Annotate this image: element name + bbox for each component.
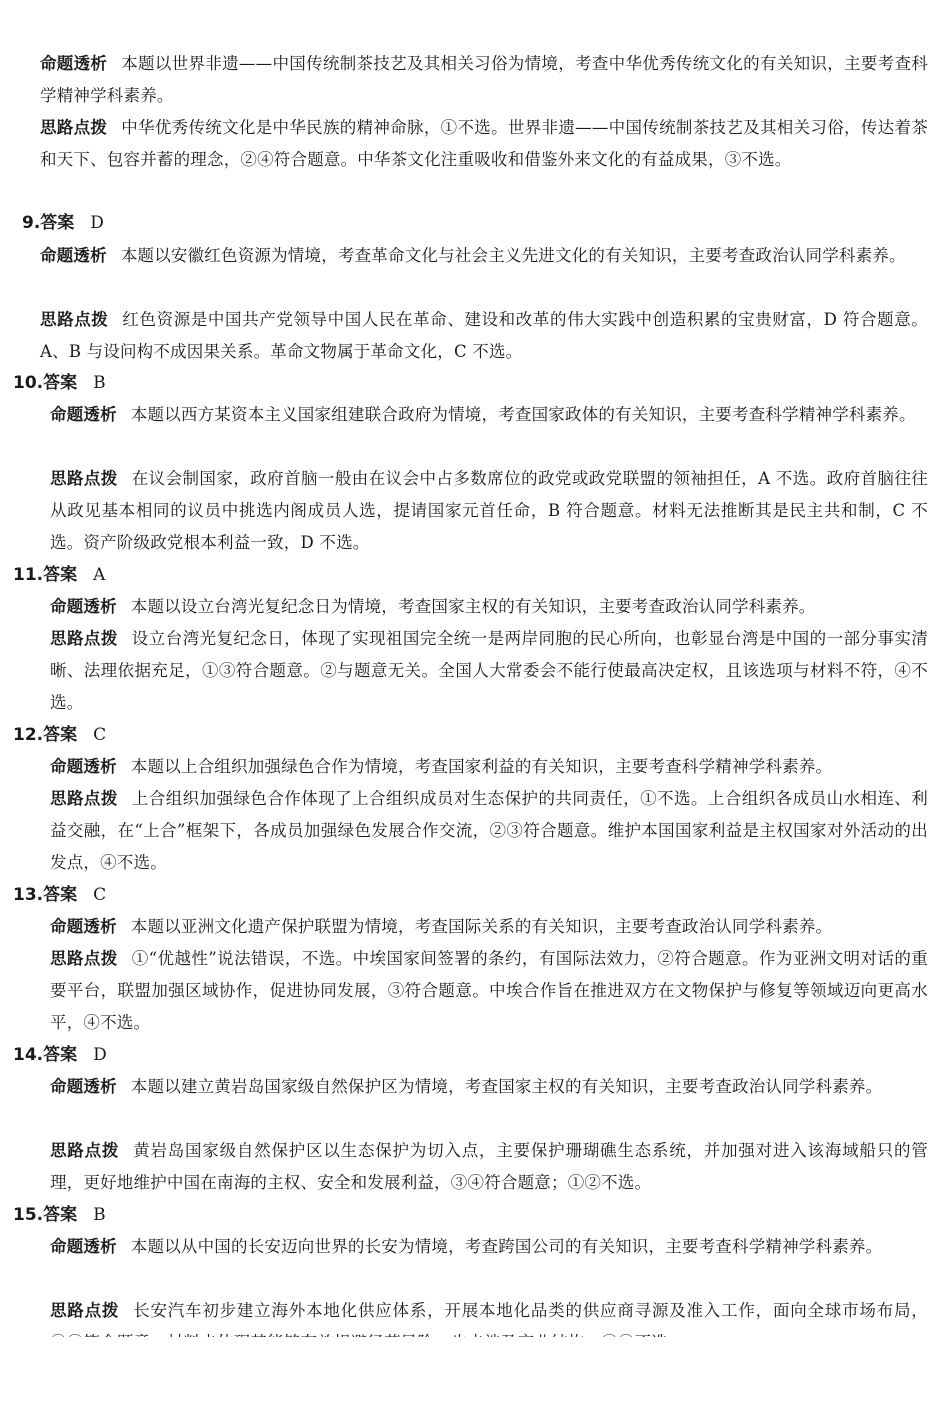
q12-analysis-paragraph [50, 751, 928, 783]
answer-label: 答案 [40, 213, 75, 233]
hint-text: 上合组织加强绿色合作体现了上合组织成员对生态保护的共同责任，①不选。上合组织各成员山水相连、利益交融，在“上合”框架下，各成员加强绿色发展合作交流，②③符合题意。维护本国国家利益是主权国家对外活动的出发点，④不选。 [50, 789, 928, 872]
q12-hint-paragraph [50, 783, 928, 879]
hint-label: 思路点拨 [50, 1141, 120, 1160]
q15-analysis-paragraph [50, 1231, 928, 1263]
hint-label: 思路点拨 [50, 629, 118, 648]
answer-label: 答案 [43, 725, 78, 745]
hint-text: ①“优越性”说法错误，不选。中埃国家间签署的条约，有国际法效力，②符合题意。作为亚洲文明对话的重要平台，联盟加强区域协作，促进协同发展，③符合题意。中埃合作旨在推进双方在文物保护与修复等领域迈向更高水平，④不选。 [50, 949, 928, 1032]
q14-answer-line [13, 1043, 107, 1067]
answer-label: 答案 [43, 885, 78, 905]
analysis-label: 命题透析 [50, 1237, 117, 1256]
analysis-text: 本题以从中国的长安迈向世界的长安为情境，考查跨国公司的有关知识，主要考查科学精神学科素养。 [130, 1237, 883, 1256]
hint-text: 红色资源是中国共产党领导中国人民在革命、建设和改革的伟大实践中创造积累的宝贵财富，D 符合题意。A、B 与设问构不成因果关系。革命文物属于革命文化，C 不选。 [40, 310, 928, 361]
answer-label: 答案 [43, 373, 78, 393]
analysis-label: 命题透析 [40, 246, 107, 265]
q13-answer-line [13, 883, 106, 907]
hint-label: 思路点拨 [50, 789, 118, 808]
analysis-text: 本题以亚洲文化遗产保护联盟为情境，考查国际关系的有关知识，主要考查政治认同学科素养。 [130, 917, 833, 936]
hint-text: 在议会制国家，政府首脑一般由在议会中占多数席位的政党或政党联盟的领袖担任，A 不选。政府首脑往往从政见基本相同的议员中挑选内阁成员人选，提请国家元首任命，B 符合题意。材料无法推断其是民主共和制，C 不选。资产阶级政党根本利益一致，D 不选。 [50, 469, 928, 552]
hint-text: 中华优秀传统文化是中华民族的精神命脉，①不选。世界非遗——中国传统制茶技艺及其相关习俗，传达着茶和天下、包容并蓄的理念，②④符合题意。中华茶文化注重吸收和借鉴外来文化的有益成果，③不选。 [40, 118, 928, 169]
page-crop-top [0, 0, 950, 14]
answer-value: B [93, 1205, 106, 1225]
analysis-label: 命题透析 [50, 917, 117, 936]
analysis-text: 本题以安徽红色资源为情境，考查革命文化与社会主义先进文化的有关知识，主要考查政治认同学科素养。 [120, 246, 906, 265]
analysis-label: 命题透析 [50, 757, 117, 776]
analysis-text: 本题以设立台湾光复纪念日为情境，考查国家主权的有关知识，主要考查政治认同学科素养。 [130, 597, 816, 616]
hint-label: 思路点拨 [40, 118, 108, 137]
q11-analysis-paragraph [50, 591, 928, 623]
q11-hint-paragraph [50, 623, 928, 719]
answer-label: 答案 [43, 565, 78, 585]
answer-value: D [90, 213, 104, 233]
q13-hint-paragraph [50, 943, 928, 1039]
q12-answer-line [13, 723, 106, 747]
q11-answer-line [13, 563, 105, 587]
analysis-text: 本题以西方某资本主义国家组建联合政府为情境，考查国家政体的有关知识，主要考查科学精神学科素养。 [130, 405, 916, 424]
question-number: 14. [13, 1045, 44, 1065]
question-number: 11. [13, 565, 44, 585]
q10-answer-line [13, 371, 106, 395]
hint-label: 思路点拨 [40, 310, 109, 329]
answer-value: C [93, 885, 107, 905]
question-number: 9. [22, 213, 41, 233]
q14-analysis-paragraph [50, 1071, 928, 1103]
answer-label: 答案 [43, 1205, 78, 1225]
answer-value: B [93, 373, 106, 393]
analysis-label: 命题透析 [50, 597, 117, 616]
q15-answer-line [13, 1203, 106, 1227]
page-crop-bottom [0, 1337, 950, 1407]
q9-hint-paragraph [40, 304, 928, 368]
q13-analysis-paragraph [50, 911, 928, 943]
hint-text: 设立台湾光复纪念日，体现了实现祖国完全统一是两岸同胞的民心所向，也彰显台湾是中国的一部分事实清晰、法理依据充足，①③符合题意。②与题意无关。全国人大常委会不能行使最高决定权，且该选项与材料不符，④不选。 [50, 629, 928, 712]
analysis-text: 本题以建立黄岩岛国家级自然保护区为情境，考查国家主权的有关知识，主要考查政治认同学科素养。 [130, 1077, 883, 1096]
hint-text: 长安汽车初步建立海外本地化供应体系，开展本地化品类的供应商寻源及准入工作，面向全球市场布局， [133, 1301, 928, 1320]
hint-text: 黄岩岛国家级自然保护区以生态保护为切入点，主要保护珊瑚礁生态系统，并加强对进入该海域船只的管理，更好地维护中国在南海的主权、安全和发展利益，③④符合题意；①②不选。 [50, 1141, 928, 1192]
answer-value: D [93, 1045, 107, 1065]
hint-label: 思路点拨 [50, 949, 118, 968]
question-number: 10. [13, 373, 44, 393]
q14-hint-paragraph [50, 1135, 928, 1199]
q9-answer-line [22, 211, 104, 235]
q9-analysis-paragraph [40, 240, 928, 272]
q8-hint-paragraph [40, 112, 928, 176]
analysis-text: 本题以世界非遗——中国传统制茶技艺及其相关习俗为情境，考查中华优秀传统文化的有关知识，主要考查科学精神学科素养。 [40, 54, 928, 105]
answer-value: C [93, 725, 107, 745]
hint-label: 思路点拨 [50, 469, 118, 488]
answer-value: A [93, 565, 106, 585]
question-number: 13. [13, 885, 44, 905]
analysis-label: 命题透析 [50, 1077, 117, 1096]
analysis-label: 命题透析 [40, 54, 108, 73]
question-number: 15. [13, 1205, 44, 1225]
answer-label: 答案 [43, 1045, 78, 1065]
hint-label: 思路点拨 [50, 1301, 120, 1320]
q10-analysis-paragraph [50, 399, 928, 431]
q10-hint-paragraph [50, 463, 928, 559]
question-number: 12. [13, 725, 44, 745]
analysis-text: 本题以上合组织加强绿色合作为情境，考查国家利益的有关知识，主要考查科学精神学科素养。 [130, 757, 833, 776]
analysis-label: 命题透析 [50, 405, 117, 424]
q8-analysis-paragraph [40, 48, 928, 112]
